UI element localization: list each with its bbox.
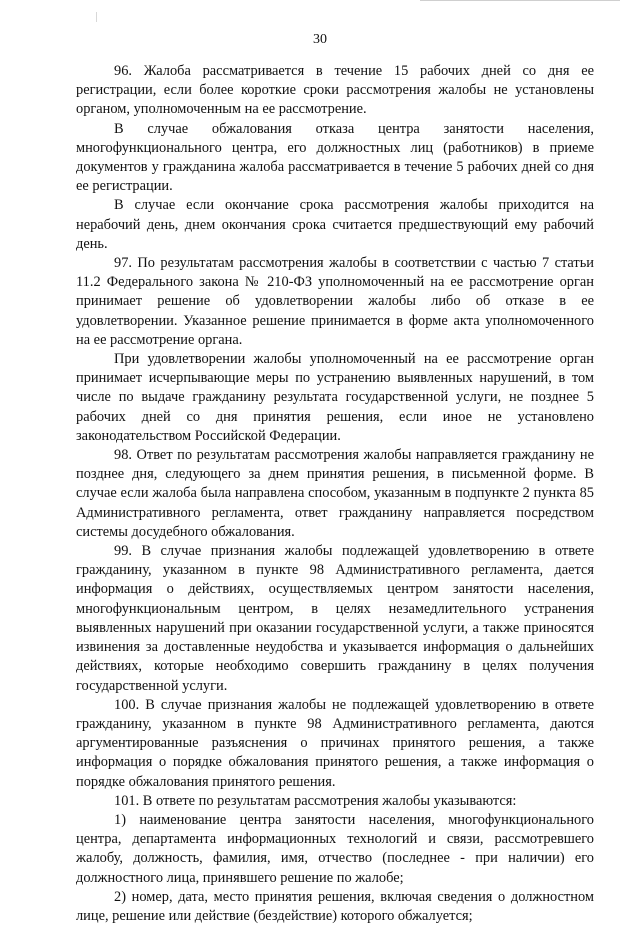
paragraph-98: 98. Ответ по результатам рассмотрения жалобы направляется гражданину не позднее дня, следующего за днем принятия решения, в письменной форме. В случае если жалоба была направлена способом, указанным в подпункте 2 пункта 85 Административного регламента, ответ гражданину направляется посредством системы досудебного обжалования. bbox=[76, 447, 594, 540]
paragraph-96: 96. Жалоба рассматривается в течение 15 рабочих дней со дня ее регистрации, если более короткие сроки рассмотрения жалобы не установлены органом, уполномоченным на ее рассмотрение. bbox=[76, 63, 594, 118]
paragraph-100: 100. В случае признания жалобы не подлежащей удовлетворению в ответе гражданину, указанном в пункте 98 Административного регламента, даются аргументированные разъяснения о причинах принятого решения, а также информация о порядке обжалования принятого решения, а также информация о порядке обжалования принятого решения. bbox=[76, 696, 594, 790]
scan-mark bbox=[96, 12, 97, 22]
paragraph-99: 99. В случае признания жалобы подлежащей удовлетворению в ответе гражданину, указанном в пункте 98 Административного регламента, дается информация о действиях, осуществляемых центром занятости населения, многофункциональным центром, в целях незамедлительного устранения выявленных нарушений при оказании государственной услуги, а также приносятся извинения за доставленные неудобства и указывается информация о дальнейших действиях, которые необходимо совершить гражданину в целях получения государственной услуги. bbox=[76, 543, 594, 694]
paragraph-101-item-2: 2) номер, дата, место принятия решения, включая сведения о должностном лице, решение или действие (бездействие) которого обжалуется; bbox=[76, 888, 594, 924]
paragraph-97: 97. По результатам рассмотрения жалобы в соответствии с частью 7 статьи 11.2 Федерального закона № 210-ФЗ уполномоченный на ее рассмотрение орган принимает решение об удовлетворении жалобы либо об отказе в ее удовлетворении. Указанное решение принимается в форме акта уполномоченного на ее рассмотрение органа. bbox=[76, 255, 594, 348]
page-number: 30 bbox=[313, 32, 327, 47]
paragraph-96-refusal: В случае обжалования отказа центра занятости населения, многофункционального центра, его должностных лиц (работников) в приеме документов у гражданина жалоба рассматривается в течение 5 рабочих дней со дня ее регистрации. bbox=[76, 120, 594, 195]
paragraph-96-non-working-day: В случае если окончание срока рассмотрения жалобы приходится на нерабочий день, днем окончания срока считается предшествующий ему рабочий день. bbox=[76, 197, 594, 252]
paragraph-101-item-1: 1) наименование центра занятости населения, многофункционального центра, департамента информационных технологий и связи, рассмотревшего жалобу, должность, фамилия, имя, отчество (последнее - при наличии) его должностного лица, принявшего решение по жалобе; bbox=[76, 811, 594, 886]
scan-edge-line bbox=[420, 0, 620, 1]
paragraph-101: 101. В ответе по результатам рассмотрения жалобы указываются: bbox=[114, 792, 517, 809]
document-body bbox=[76, 62, 594, 926]
paragraph-97-satisfaction: При удовлетворении жалобы уполномоченный на ее рассмотрение орган принимает исчерпывающие меры по устранению выявленных нарушений, в том числе по выдаче гражданину результата государственной услуги, не позднее 5 рабочих дней со дня принятия решения, если иное не установлено законодательством Российской Федерации. bbox=[76, 351, 594, 444]
